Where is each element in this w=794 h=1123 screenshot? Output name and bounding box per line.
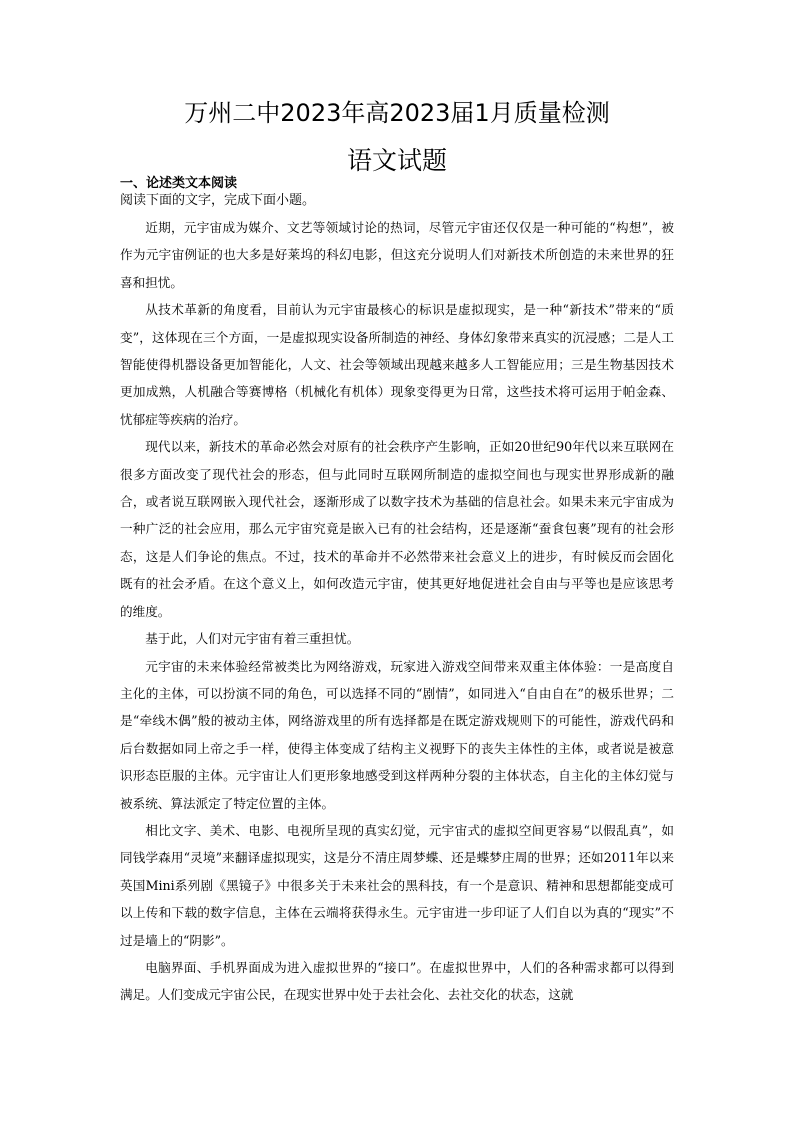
subject-title: 语文试题	[346, 146, 447, 175]
paragraph-7: 电脑界面、手机界面成为进入虚拟世界的“接口”。在虚拟世界中，人们的各种需求都可以得到满足。人们变成元宇宙公民，在现实世界中处于去社会化、去社交化的状态，这就	[120, 959, 674, 1003]
paragraph-4: 基于此，人们对元宇宙有着三重担忧。	[145, 631, 360, 647]
paragraph-5: 元宇宙的未来体验经常被类比为网络游戏，玩家进入游戏空间带来双重主体体验：一是高度自主化的主体，可以扮演不同的角色，可以选择不同的“剧情”，如同进入“自由自在”的极乐世界；二是“牵线木偶”般的被动主体，网络游戏里的所有选择都是在既定游戏规则下的可能性，游戏代码和后台数据如同上帝之手一样，使得主体变成了结构主义视野下的丧失主体性的主体，或者说是被意识形态臣服的主体。元宇宙让人们更形象地感受到这样两种分裂的主体状态，自主化的主体幻觉与被系统、算法派定了特定位置的主体。	[120, 658, 674, 811]
paragraph-6: 相比文字、美术、电影、电视所呈现的真实幻觉，元宇宙式的虚拟空间更容易“以假乱真”，如同钱学森用“灵境”来翻译虚拟现实，这是分不清庄周梦蝶、还是蝶梦庄周的世界；还如2011年以来英国Mini系列剧《黑镜子》中很多关于未来社会的黑科技，有一个是意识、精神和思想都能变成可以上传和下载的数字信息，主体在云端将获得永生。元宇宙进一步印证了人们自以为真的“现实”不过是墙上的“阴影”。	[120, 822, 674, 948]
reading-instruction: 阅读下面的文字，完成下面小题。	[120, 193, 316, 208]
section-heading: 一、论述类文本阅读	[120, 176, 238, 191]
paragraph-1: 近期，元宇宙成为媒介、文艺等领域讨论的热词，尽管元宇宙还仅仅是一种可能的“构想”，被作为元宇宙例证的也大多是好莱坞的科幻电影，但这充分说明人们对新技术所创造的未来世界的狂喜和担忧。	[120, 220, 674, 290]
article-body	[120, 214, 674, 1009]
paragraph-3: 现代以来，新技术的革命必然会对原有的社会秩序产生影响，正如20世纪90年代以来互联网在很多方面改变了现代社会的形态，但与此同时互联网所制造的虚拟空间也与现实世界形成新的融合，或者说互联网嵌入现代社会，逐渐形成了以数字技术为基础的信息社会。如果未来元宇宙成为一种广泛的社会应用，那么元宇宙究竟是嵌入已有的社会结构，还是逐渐“蚕食包裹”现有的社会形态，这是人们争论的焦点。不过，技术的革命并不必然带来社会意义上的进步，有时候反而会固化既有的社会矛盾。在这个意义上，如何改造元宇宙，使其更好地促进社会自由与平等也是应该思考的维度。	[120, 439, 674, 619]
paragraph-2: 从技术革新的角度看，目前认为元宇宙最核心的标识是虚拟现实，是一种“新技术”带来的“质变”，这体现在三个方面，一是虚拟现实设备所制造的神经、身体幻象带来真实的沉浸感；二是人工智能使得机器设备更加智能化，人文、社会等领域出现越来越多人工智能应用；三是生物基因技术更加成熟，人机融合等赛博格（机械化有机体）现象变得更为日常，这些技术将可运用于帕金森、忧郁症等疾病的治疗。	[120, 302, 674, 427]
exam-title: 万州二中2023年高2023届1月质量检测	[184, 99, 610, 127]
